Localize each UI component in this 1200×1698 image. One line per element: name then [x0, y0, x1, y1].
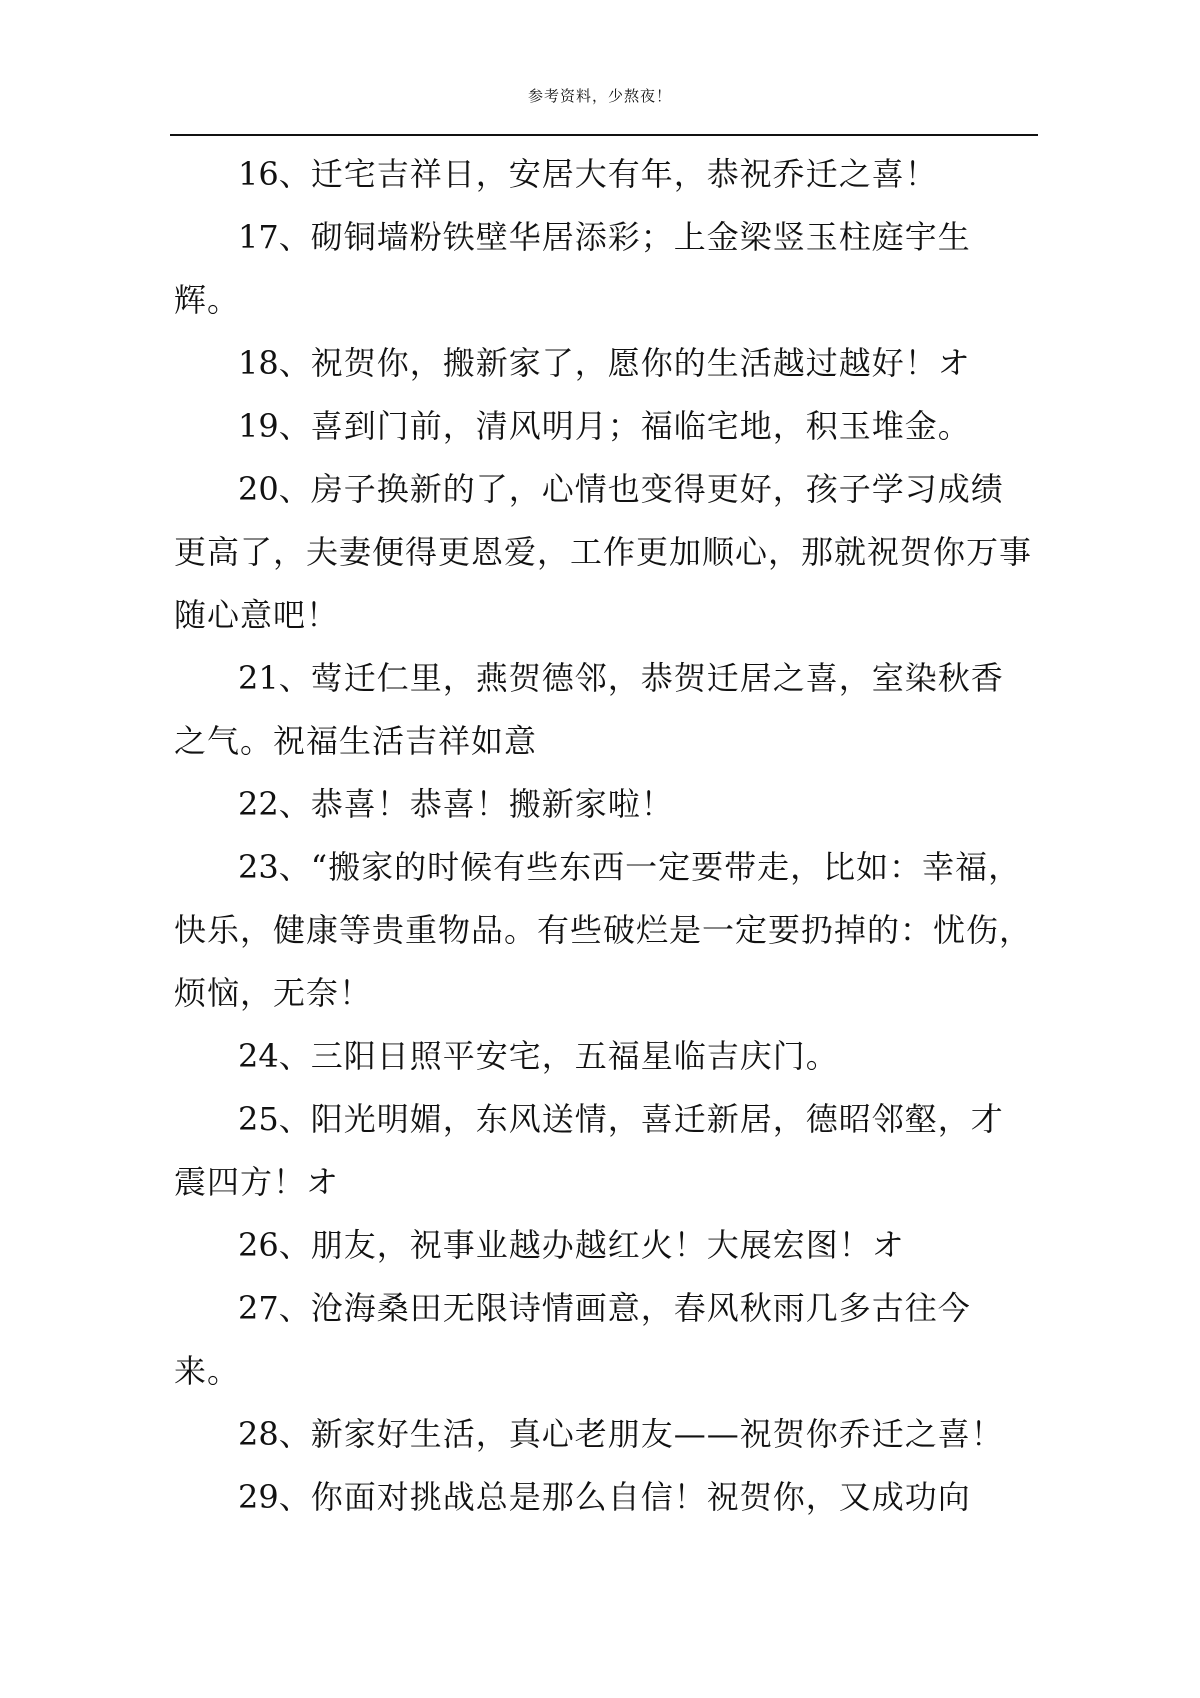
paragraph-number: 22、 — [238, 785, 311, 823]
paragraph-text: 祝贺你，搬新家了，愿你的生活越过越好！オ — [310, 344, 971, 382]
paragraph-number: 24、 — [238, 1037, 311, 1075]
paragraph-number: 21、 — [238, 659, 311, 697]
paragraph-number: 27、 — [238, 1289, 311, 1327]
paragraph-text: 砌铜墙粉铁壁华居添彩；上金梁竖玉柱庭宇生辉。 — [174, 218, 971, 319]
paragraph-number: 19、 — [238, 407, 311, 445]
paragraph-text: 迁宅吉祥日，安居大有年，恭祝乔迁之喜！ — [310, 155, 938, 193]
paragraph-19 — [174, 395, 1036, 458]
paragraph-text: 喜到门前，清风明月；福临宅地，积玉堆金。 — [310, 407, 971, 445]
paragraph-number: 16、 — [238, 155, 311, 193]
paragraph-text: 沧海桑田无限诗情画意，春风秋雨几多古往今来。 — [174, 1289, 971, 1390]
paragraph-20 — [174, 458, 1036, 647]
paragraph-24 — [174, 1025, 1036, 1088]
paragraph-text: 三阳日照平安宅，五福星临吉庆门。 — [310, 1037, 839, 1075]
paragraph-text: 恭喜！恭喜！搬新家啦！ — [310, 785, 674, 823]
paragraph-27 — [174, 1277, 1036, 1403]
paragraph-number: 26、 — [238, 1226, 311, 1264]
paragraph-text: “搬家的时候有些东西一定要带走，比如：幸福，快乐，健康等贵重物品。有些破烂是一定要扔掉的：忧伤，烦恼，无奈！ — [174, 848, 1033, 1012]
paragraph-number: 28、 — [238, 1415, 311, 1453]
paragraph-number: 25、 — [238, 1100, 311, 1138]
paragraph-21 — [174, 647, 1036, 773]
paragraph-text: 你面对挑战总是那么自信！祝贺你，又成功向 — [310, 1478, 971, 1516]
paragraph-number: 17、 — [238, 218, 311, 256]
paragraph-text: 莺迁仁里，燕贺德邻，恭贺迁居之喜，室染秋香之气。祝福生活吉祥如意 — [174, 659, 1004, 760]
paragraph-17 — [174, 206, 1036, 332]
document-body — [174, 143, 1036, 1529]
paragraph-23 — [174, 836, 1036, 1025]
paragraph-number: 23、 — [238, 848, 311, 886]
paragraph-18 — [174, 332, 1036, 395]
paragraph-number: 29、 — [238, 1478, 311, 1516]
paragraph-29 — [174, 1466, 1036, 1529]
paragraph-number: 18、 — [238, 344, 311, 382]
paragraph-26 — [174, 1214, 1036, 1277]
paragraph-16 — [174, 143, 1036, 206]
paragraph-text: 新家好生活，真心老朋友——祝贺你乔迁之喜！ — [310, 1415, 1004, 1453]
paragraph-text: 朋友，祝事业越办越红火！大展宏图！オ — [310, 1226, 905, 1264]
header-rule — [170, 134, 1038, 136]
header-note: 参考资料，少熬夜！ — [527, 87, 672, 105]
paragraph-text: 阳光明媚，东风送情，喜迁新居，德昭邻壑，才震四方！オ — [174, 1100, 1004, 1201]
paragraph-22 — [174, 773, 1036, 836]
paragraph-text: 房子换新的了，心情也变得更好，孩子学习成绩更高了，夫妻便得更恩爱，工作更加顺心，那就祝贺你万事随心意吧！ — [174, 470, 1033, 634]
paragraph-25 — [174, 1088, 1036, 1214]
paragraph-number: 20、 — [238, 470, 311, 508]
paragraph-28 — [174, 1403, 1036, 1466]
